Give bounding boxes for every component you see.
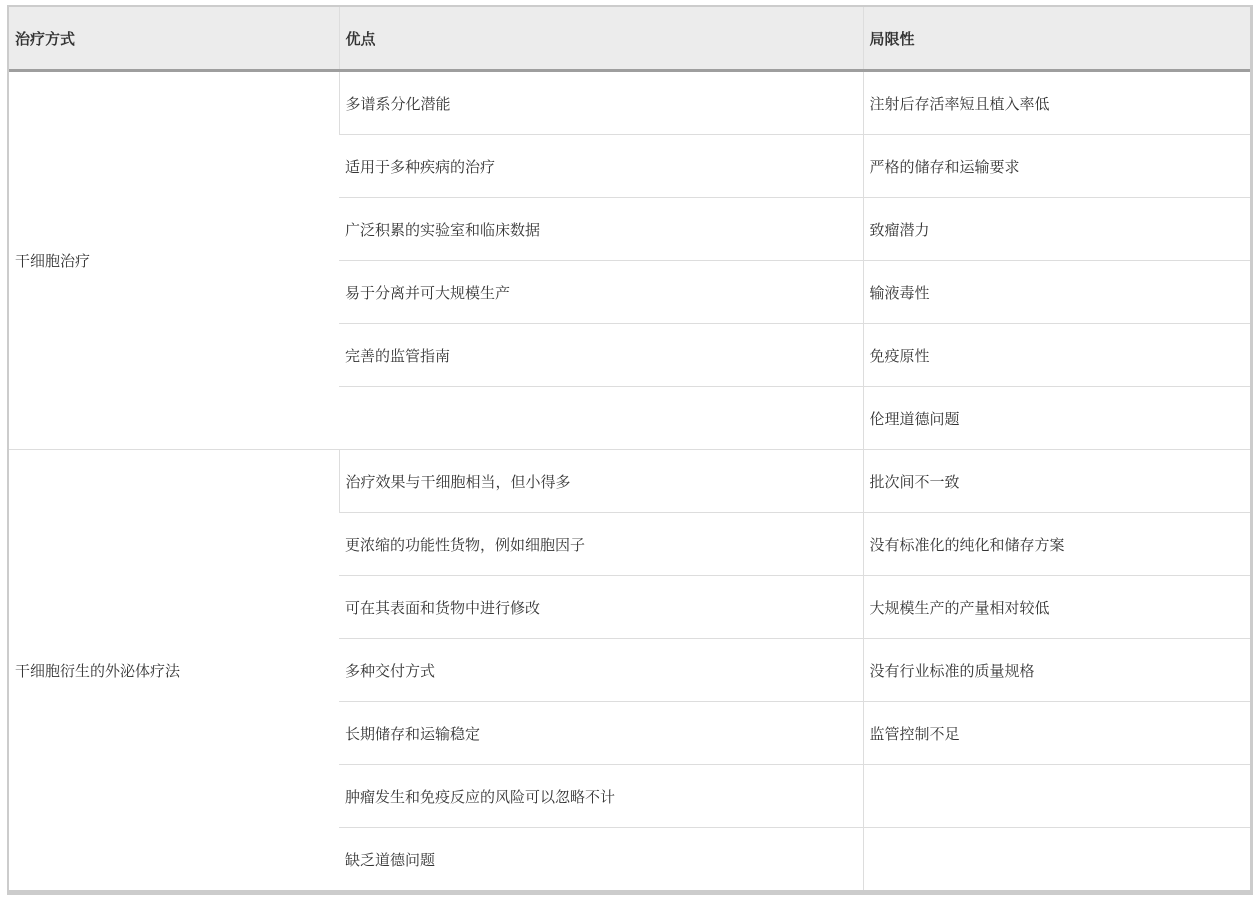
advantage-cell: 多谱系分化潜能 — [339, 71, 863, 135]
therapy-comparison-table — [9, 7, 1250, 890]
limitation-cell: 批次间不一致 — [863, 450, 1250, 513]
advantage-cell: 长期储存和运输稳定 — [339, 702, 863, 765]
therapy-name-cell: 干细胞衍生的外泌体疗法 — [9, 450, 339, 891]
limitation-cell: 免疫原性 — [863, 324, 1250, 387]
column-header-advantages: 优点 — [339, 7, 863, 71]
limitation-cell: 没有标准化的纯化和储存方案 — [863, 513, 1250, 576]
limitation-cell: 监管控制不足 — [863, 702, 1250, 765]
advantage-cell: 适用于多种疾病的治疗 — [339, 135, 863, 198]
limitation-cell: 没有行业标准的质量规格 — [863, 639, 1250, 702]
limitation-cell: 输液毒性 — [863, 261, 1250, 324]
limitation-cell: 严格的储存和运输要求 — [863, 135, 1250, 198]
advantage-cell: 多种交付方式 — [339, 639, 863, 702]
advantage-cell: 易于分离并可大规模生产 — [339, 261, 863, 324]
limitation-cell — [863, 765, 1250, 828]
limitation-cell: 大规模生产的产量相对较低 — [863, 576, 1250, 639]
advantage-cell: 可在其表面和货物中进行修改 — [339, 576, 863, 639]
table-row — [9, 450, 1250, 513]
advantage-cell: 完善的监管指南 — [339, 324, 863, 387]
advantage-cell: 更浓缩的功能性货物，例如细胞因子 — [339, 513, 863, 576]
advantage-cell: 广泛积累的实验室和临床数据 — [339, 198, 863, 261]
limitation-cell: 伦理道德问题 — [863, 387, 1250, 450]
comparison-table-container — [7, 5, 1253, 895]
therapy-name-cell: 干细胞治疗 — [9, 71, 339, 450]
limitation-cell — [863, 828, 1250, 891]
advantage-cell: 肿瘤发生和免疫反应的风险可以忽略不计 — [339, 765, 863, 828]
table-row — [9, 71, 1250, 135]
header-row — [9, 7, 1250, 71]
column-header-therapy: 治疗方式 — [9, 7, 339, 71]
limitation-cell: 注射后存活率短且植入率低 — [863, 71, 1250, 135]
advantage-cell: 缺乏道德问题 — [339, 828, 863, 891]
advantage-cell — [339, 387, 863, 450]
limitation-cell: 致瘤潜力 — [863, 198, 1250, 261]
column-header-limitations: 局限性 — [863, 7, 1250, 71]
table-body — [9, 71, 1250, 891]
advantage-cell: 治疗效果与干细胞相当，但小得多 — [339, 450, 863, 513]
